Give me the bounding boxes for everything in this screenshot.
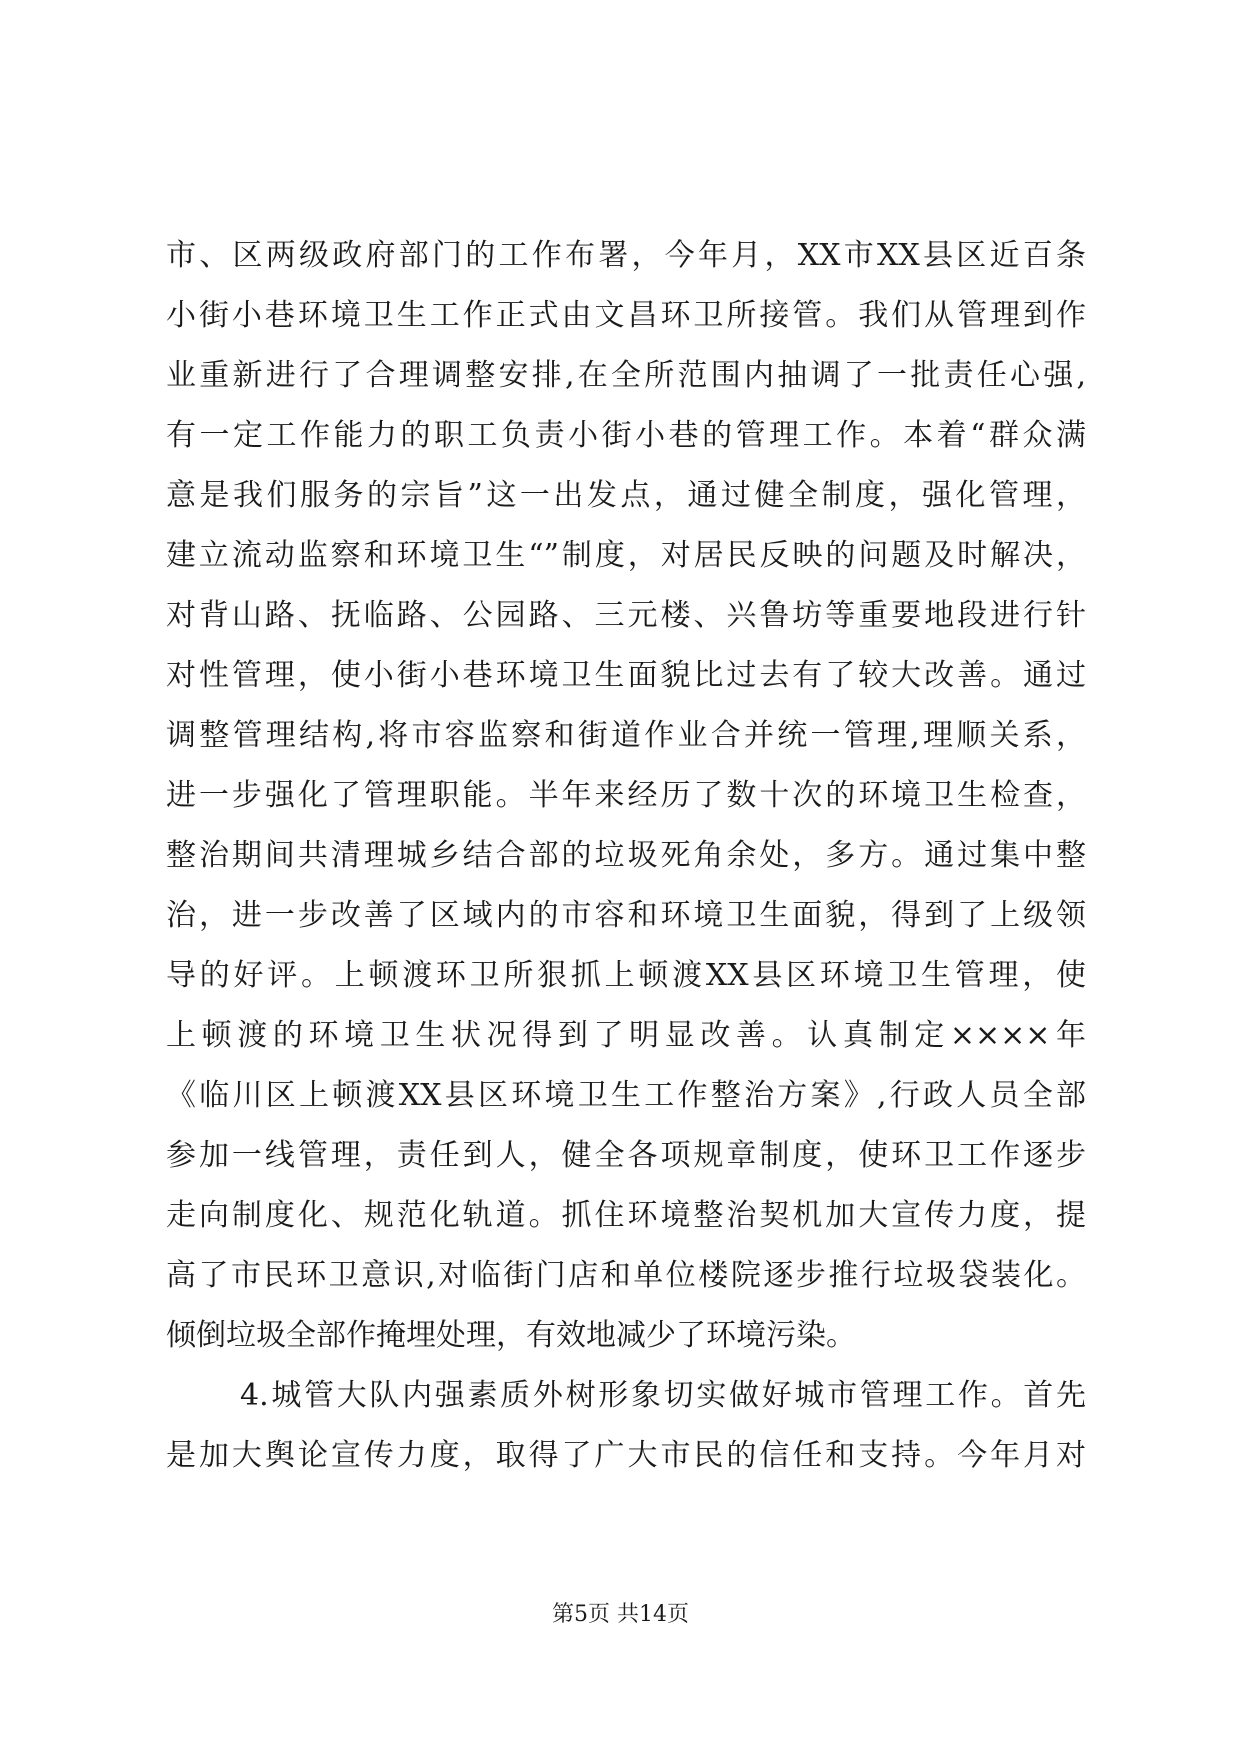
text-line: 是加大舆论宣传力度，取得了广大市民的信任和支持。今年月对 [166, 1438, 1086, 1473]
text-line: 调整管理结构,将市容监察和街道作业合并统一管理,理顺关系， [166, 718, 1086, 753]
text-line: 治，进一步改善了区域内的市容和环境卫生面貌，得到了上级领 [166, 898, 1086, 933]
text-line: 市、区两级政府部门的工作布署，今年月，XX市XX县区近百条 [166, 238, 1086, 273]
text-line: 进一步强化了管理职能。半年来经历了数十次的环境卫生检查， [166, 778, 1086, 813]
text-line: 对性管理，使小街小巷环境卫生面貌比过去有了较大改善。通过 [166, 658, 1086, 693]
text-line: 整治期间共清理城乡结合部的垃圾死角余处，多方。通过集中整 [166, 838, 1086, 873]
text-line: 参加一线管理，责任到人，健全各项规章制度，使环卫工作逐步 [166, 1138, 1086, 1173]
text-line: 业重新进行了合理调整安排,在全所范围内抽调了一批责任心强, [166, 358, 1086, 393]
text-line: 建立流动监察和环境卫生“”制度，对居民反映的问题及时解决， [166, 538, 1086, 573]
text-line: 4.城管大队内强素质外树形象切实做好城市管理工作。首先 [240, 1378, 1086, 1413]
text-line: 高了市民环卫意识,对临街门店和单位楼院逐步推行垃圾袋装化。 [166, 1258, 1086, 1293]
text-line: 倾倒垃圾全部作掩埋处理，有效地减少了环境污染。 [166, 1318, 856, 1353]
text-line: 《临川区上顿渡XX县区环境卫生工作整治方案》,行政人员全部 [166, 1078, 1086, 1113]
text-line: 走向制度化、规范化轨道。抓住环境整治契机加大宣传力度，提 [166, 1198, 1086, 1233]
text-line: 小街小巷环境卫生工作正式由文昌环卫所接管。我们从管理到作 [166, 298, 1086, 333]
text-line: 导的好评。上顿渡环卫所狠抓上顿渡XX县区环境卫生管理，使 [166, 958, 1086, 993]
body-text [166, 226, 1086, 1486]
text-line: 对背山路、抚临路、公园路、三元楼、兴鲁坊等重要地段进行针 [166, 598, 1086, 633]
text-line: 意是我们服务的宗旨”这一出发点，通过健全制度，强化管理， [166, 478, 1086, 513]
text-line: 上顿渡的环境卫生状况得到了明显改善。认真制定××××年 [166, 1018, 1086, 1053]
text-line: 有一定工作能力的职工负责小街小巷的管理工作。本着“群众满 [166, 418, 1086, 453]
page-footer: 第5页 共14页 [552, 1602, 689, 1627]
